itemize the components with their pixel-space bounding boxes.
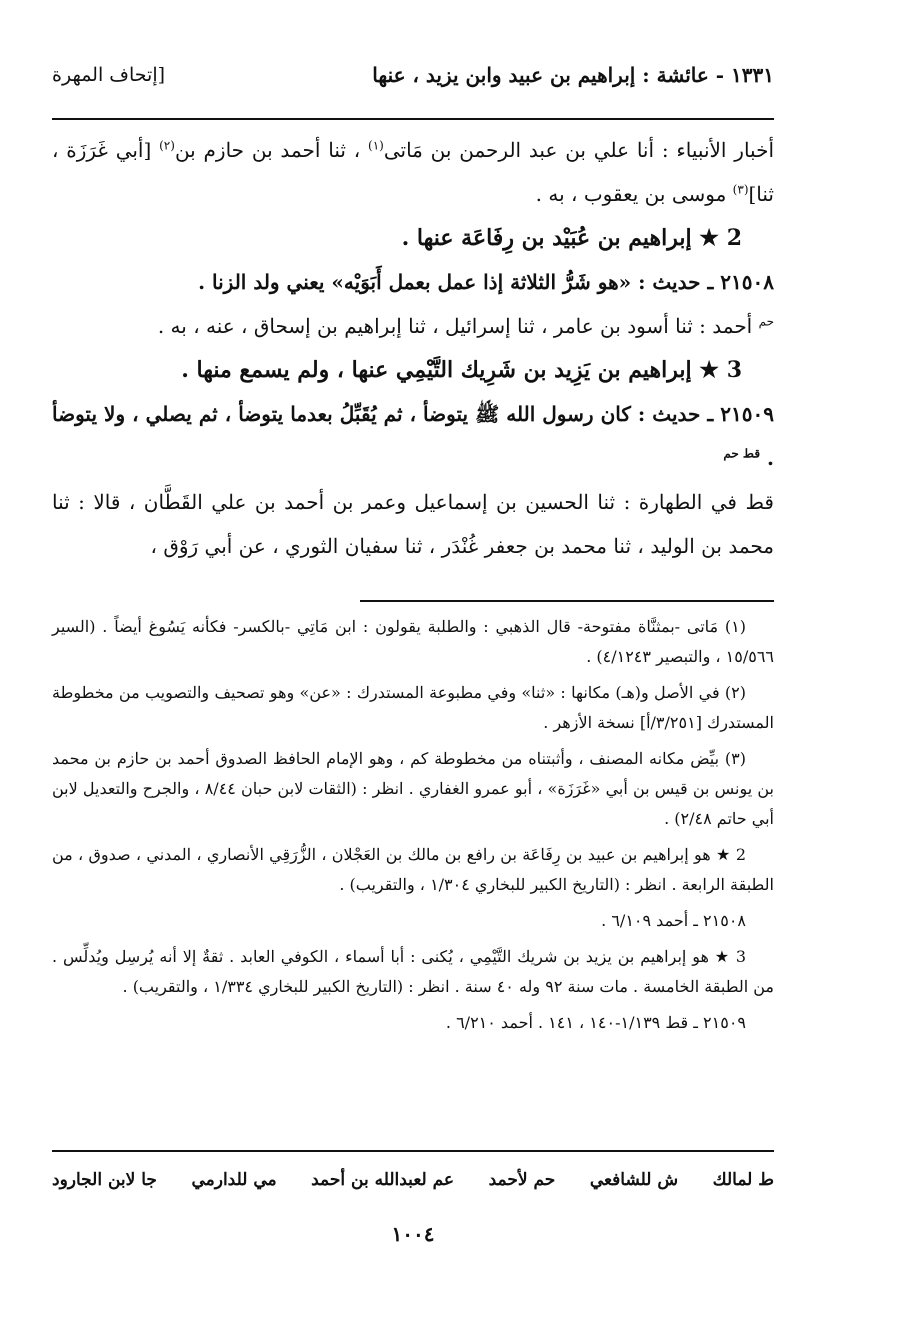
footnote-2: (٢) في الأصل و(هـ) مكانها : «ثنا» وفي مطبوعة المستدرك : «عن» وهو تصحيف والتصويب من مخطوطة المستدرك [٣/٢٥١/أ] نسخة الأزهر .	[52, 683, 774, 732]
isnad-text-3: [أبي غَرَزَة ، ثنا]	[52, 138, 774, 206]
isnad-paragraph	[52, 128, 774, 216]
footnote-divider	[360, 600, 774, 602]
page-number: ١٠٠٤	[391, 1222, 435, 1246]
book-page	[52, 0, 774, 1329]
biography-2-reference: ٢١٥٠٨ ـ أحمد ٦/١٠٩ .	[601, 911, 746, 930]
biography-2: 2 ★ هو إبراهيم بن عبيد بن رِفَاعَة بن رافع بن مالك بن العَجْلان ، الزُّرَقِي الأنصاري ، المدني ، صدوق ، من الطبقة الرابعة . انظر : (التاريخ الكبير للبخاري ١/٣٠٤ ، والتقريب) .	[52, 845, 774, 894]
footnote-ref-1: (١)	[368, 138, 384, 153]
biography-3: 3 ★ هو إبراهيم بن يزيد بن شريك التَّيْمِي ، يُكنى : أبا أسماء ، الكوفي العابد . ثقةٌ إلا أنه يُرسِل ويُدلِّس . من الطبقة الخامسة . مات سنة ٩٢ وله ٤٠ سنة . انظر : (التاريخ الكبير للبخاري ١/٣٣٤ ، والتقريب) .	[52, 947, 774, 996]
header-divider	[52, 118, 774, 120]
footnote-1: (١) مَاتى -بمثنَّاة مفتوحة- قال الذهبي : والطلبة يقولون : ابن مَاتِي -بالكسر- فكأنه يَسُوغ أيضاً . (السير ١٥/٥٦٦ ، والتبصير ٤/١٢٤٣) .	[52, 617, 774, 666]
hadith-21509	[52, 392, 774, 480]
legend-divider	[52, 1150, 774, 1152]
footnotes	[52, 612, 774, 1044]
isnad-text-4: موسى بن يعقوب ، به .	[535, 182, 727, 206]
isnad-text-2: ، ثنا أحمد بن حازم بن	[174, 138, 361, 162]
header-book-name: [إتحاف المهرة	[52, 64, 166, 86]
footnote-ref-2: (٢)	[159, 138, 175, 153]
hadith-21509-source: قط في الطهارة : ثنا الحسين بن إسماعيل وعمر بن أحمد بن علي القَطَّان ، قالا : ثنا محمد بن الوليد ، ثنا محمد بن جعفر غُنْدَر ، ثنا سفيان الثوري ، عن أبي رَوْق ،	[52, 490, 774, 558]
source-mark: قط حم	[723, 446, 761, 461]
hadith-21509-text: ٢١٥٠٩ ـ حديث : كان رسول الله ﷺ يتوضأ ، ثم يُقَبِّلُ بعدما يتوضأ ، ثم يصلي ، ولا يتوضأ .	[52, 402, 774, 470]
footnote-ref-3: (٣)	[732, 182, 749, 197]
legend-item: مي للدارمي	[191, 1170, 277, 1190]
isnad-text-1: أخبار الأنبياء : أنا علي بن عبد الرحمن بن مَاتى	[383, 138, 774, 162]
narrator-heading-3: 3 ★ إبراهيم بن يَزِيد بن شَرِيك التَّيْمِي عنها ، ولم يسمع منها .	[181, 357, 742, 383]
legend-item: عم لعبدالله بن أحمد	[311, 1170, 455, 1190]
legend-item: حم لأحمد	[488, 1170, 556, 1190]
footnote-3: (٣) بيِّض مكانه المصنف ، وأثبتناه من مخطوطة كم ، وهو الإمام الحافظ الصدوق أحمد بن حازم بن محمد بن يونس بن قيس بن أبي «غَرَزَة» ، أبو عمرو الغفاري . انظر : (الثقات لابن حبان ٨/٤٤ ، والجرح والتعديل لابن أبي حاتم ٢/٤٨) .	[52, 749, 775, 828]
biography-3-reference: ٢١٥٠٩ ـ قط ١/١٣٩-١٤٠ ، ١٤١ . أحمد ٦/٢١٠ .	[445, 1013, 746, 1032]
legend-item: ط لمالك	[712, 1170, 774, 1190]
hadith-21508	[52, 260, 774, 304]
source-mark: حم	[758, 314, 774, 329]
hadith-21508-source	[52, 304, 774, 348]
narrator-heading-2: 2 ★ إبراهيم بن عُبَيْد بن رِفَاعَة عنها .	[401, 225, 742, 251]
hadith-21508-source-text: أحمد : ثنا أسود بن عامر ، ثنا إسرائيل ، ثنا إبراهيم بن إسحاق ، عنه ، به .	[157, 314, 753, 338]
legend-item: ش للشافعي	[589, 1170, 679, 1190]
legend-item: جا لابن الجارود	[52, 1170, 157, 1190]
hadith-21508-text: ٢١٥٠٨ ـ حديث : «هو شَرُّ الثلاثة إذا عمل بعمل أَبَوَيْه» يعني ولد الزنا .	[198, 270, 774, 294]
running-header	[52, 58, 774, 92]
main-text	[52, 128, 774, 568]
abbreviation-legend	[52, 1160, 774, 1200]
header-title: ١٣٣١ - عائشة : إبراهيم بن عبيد وابن يزيد ، عنها	[372, 63, 774, 87]
